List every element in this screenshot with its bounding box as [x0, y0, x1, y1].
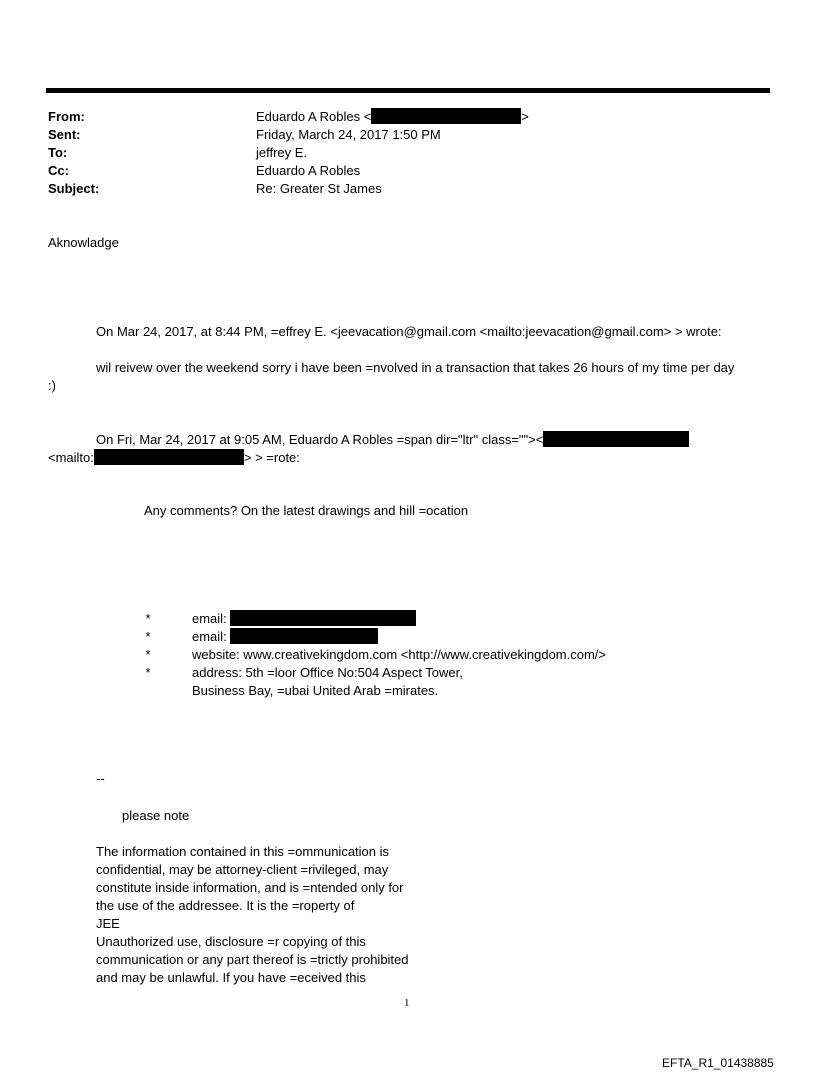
redaction-block	[371, 108, 521, 124]
bullet-marker: *	[145, 647, 151, 662]
disclaimer-line: the use of the addressee. It is the =roperty of	[96, 898, 355, 913]
to-label: To:	[48, 145, 68, 160]
page-number: 1	[404, 997, 410, 1009]
quote1-header: On Mar 24, 2017, at 8:44 PM, =effrey E. <jeevacation@gmail.com <mailto:jeevacation@gmail.com> > wrote:	[96, 324, 722, 339]
email2-label: email:	[192, 629, 227, 644]
mailto-prefix: <mailto:	[48, 450, 94, 465]
quote2-header-a	[96, 431, 689, 449]
from-label: From:	[48, 109, 85, 124]
redaction-block	[543, 431, 689, 447]
signature-separator: --	[96, 771, 105, 786]
from-value	[256, 108, 529, 126]
cc-value: Eduardo A Robles	[256, 163, 361, 178]
subject-label: Subject:	[48, 181, 100, 196]
bullet-marker: *	[145, 611, 151, 626]
bullet-email2	[192, 628, 378, 646]
bullet-website: website: www.creativekingdom.com <http://www.creativekingdom.com/>	[192, 647, 607, 662]
bullet-address-line1: address: 5th =loor Office No:504 Aspect Tower,	[192, 665, 463, 680]
quote2-header-text: On Fri, Mar 24, 2017 at 9:05 AM, Eduardo A Robles =span dir="ltr" class=""><	[96, 432, 544, 447]
from-name: Eduardo A Robles <	[256, 109, 372, 124]
bullet-email1	[192, 610, 416, 628]
redaction-block	[230, 610, 416, 626]
subject-value: Re: Greater St James	[256, 181, 382, 196]
bullet-marker: *	[145, 629, 151, 644]
mailto-suffix: > > =rote:	[243, 450, 300, 465]
reply-text: Aknowladge	[48, 235, 119, 250]
disclaimer-line: communication or any part thereof is =trictly prohibited	[96, 952, 409, 967]
header-rule	[46, 88, 770, 93]
bullet-marker: *	[145, 665, 151, 680]
disclaimer-line: and may be unlawful. If you have =eceived this	[96, 970, 366, 985]
cc-label: Cc:	[48, 163, 69, 178]
disclaimer-line: Unauthorized use, disclosure =r copying of this	[96, 934, 366, 949]
quote1-line2: :)	[48, 378, 56, 393]
from-close: >	[521, 109, 529, 124]
email1-label: email:	[192, 611, 227, 626]
document-id: EFTA_R1_01438885	[662, 1056, 774, 1070]
disclaimer-line: JEE	[96, 916, 120, 931]
quote1-line1: wil reivew over the weekend sorry i have been =nvolved in a transaction that takes 26 hours of my time per day	[96, 360, 735, 375]
bullet-address-line2: Business Bay, =ubai United Arab =mirates.	[192, 683, 439, 698]
to-value: jeffrey E.	[256, 145, 308, 160]
sent-label: Sent:	[48, 127, 81, 142]
disclaimer-line: confidential, may be attorney-client =rivileged, may	[96, 862, 389, 877]
quote2-question: Any comments? On the latest drawings and hill =ocation	[144, 503, 469, 518]
sent-value: Friday, March 24, 2017 1:50 PM	[256, 127, 441, 142]
quote2-header-b	[48, 449, 300, 467]
please-note: please note	[122, 808, 190, 823]
disclaimer-line: constitute inside information, and is =ntended only for	[96, 880, 404, 895]
redaction-block	[230, 628, 378, 644]
redaction-block	[94, 449, 244, 465]
disclaimer-line: The information contained in this =ommunication is	[96, 844, 390, 859]
